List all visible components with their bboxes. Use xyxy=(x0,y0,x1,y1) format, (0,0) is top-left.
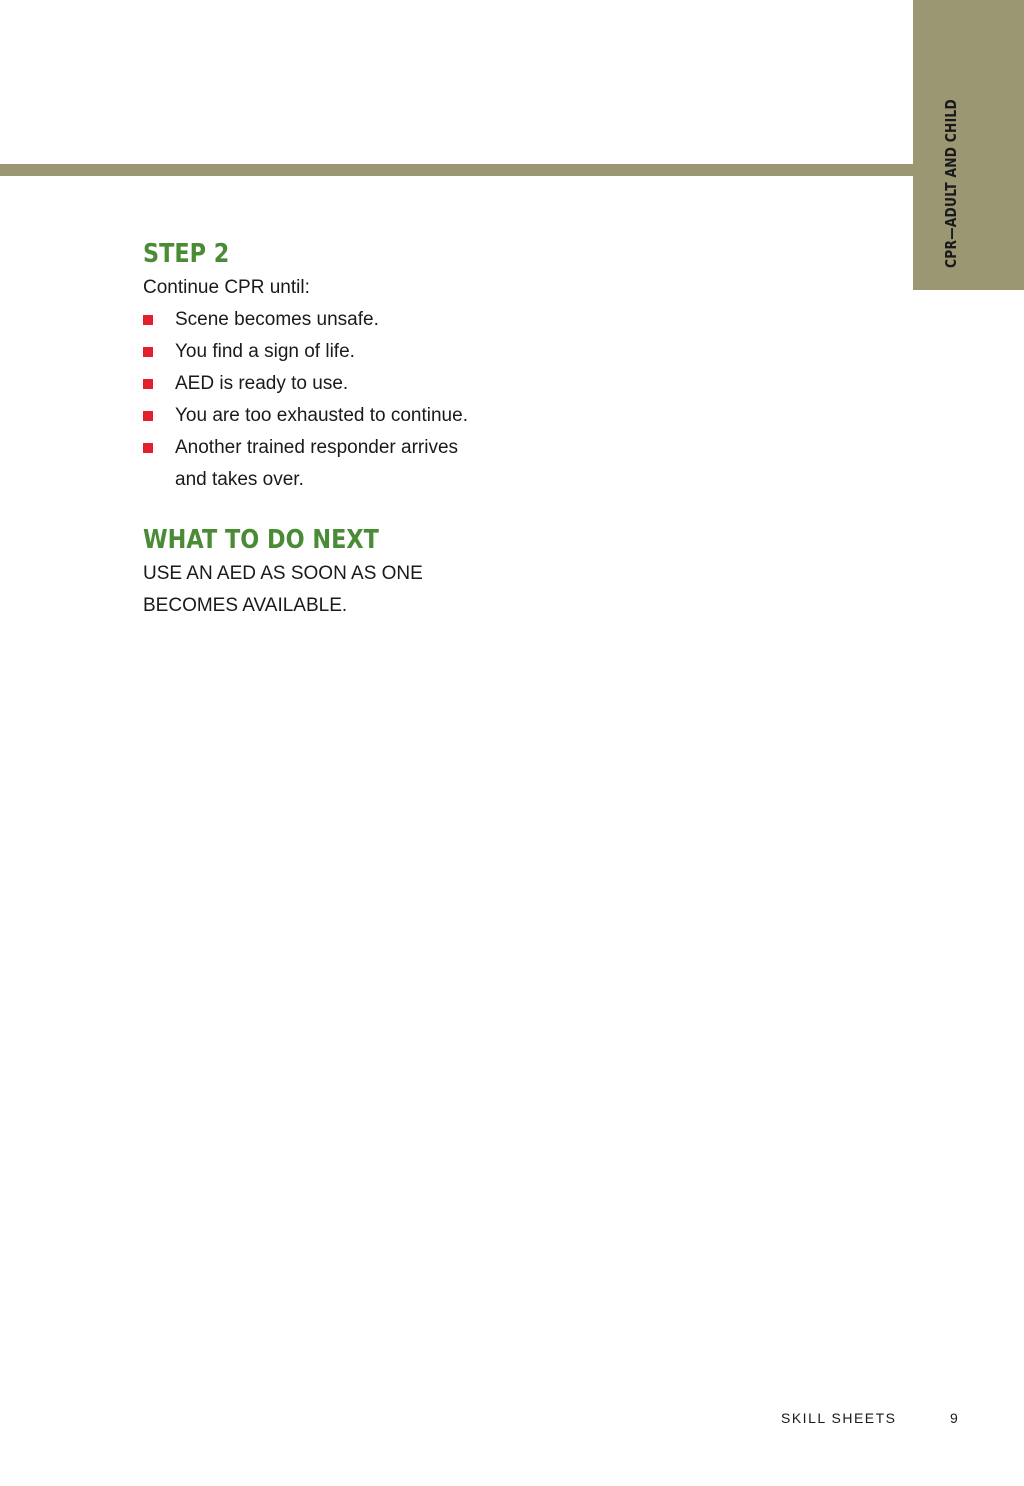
side-tab-label: CPR—ADULT AND CHILD xyxy=(942,99,960,268)
footer-section-label: SKILL SHEETS xyxy=(781,1410,897,1426)
list-item-text: You are too exhausted to continue. xyxy=(175,405,468,426)
step-bullet-list xyxy=(143,304,603,496)
bullet-square-icon xyxy=(143,347,153,357)
list-item-text: Scene becomes unsafe. xyxy=(175,309,379,330)
list-item xyxy=(143,304,603,336)
list-item-text: You find a sign of life. xyxy=(175,341,355,362)
step-intro: Continue CPR until: xyxy=(143,277,310,298)
bullet-square-icon xyxy=(143,443,153,453)
top-rule xyxy=(0,164,914,176)
next-text: USE AN AED AS SOON AS ONE BECOMES AVAILABLE. xyxy=(143,563,423,616)
step-heading: STEP 2 xyxy=(143,239,230,269)
side-tab xyxy=(913,0,1024,290)
page-number: 9 xyxy=(950,1410,958,1426)
bullet-square-icon xyxy=(143,379,153,389)
list-item-text: Another trained responder arrives and takes over. xyxy=(175,437,459,490)
bullet-square-icon xyxy=(143,315,153,325)
list-item xyxy=(143,400,603,432)
list-item xyxy=(143,368,603,400)
list-item-text: AED is ready to use. xyxy=(175,373,349,394)
next-heading: WHAT TO DO NEXT xyxy=(143,525,379,555)
list-item xyxy=(143,432,603,496)
list-item xyxy=(143,336,603,368)
content xyxy=(143,236,603,622)
bullet-square-icon xyxy=(143,411,153,421)
